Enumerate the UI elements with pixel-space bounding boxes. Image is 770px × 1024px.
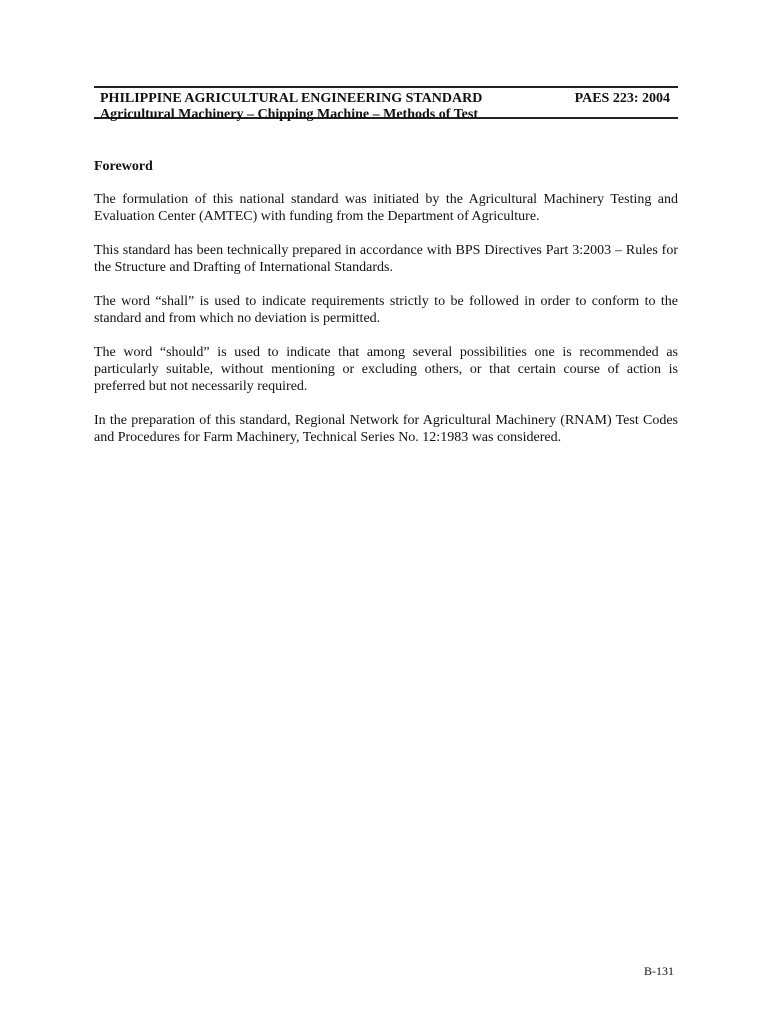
paragraph-initiation: The formulation of this national standard was initiated by the Agricultural Machinery Testing and Evaluation Center (AMTEC) with funding from the Department of Agriculture.	[94, 192, 678, 224]
standard-code: PAES 223: 2004	[574, 91, 670, 106]
header-bottom-row	[94, 107, 678, 123]
standard-subtitle: Agricultural Machinery – Chipping Machine – Methods of Test	[100, 107, 479, 122]
paragraph-should: The word “should” is used to indicate that among several possibilities one is recommended as particularly suitable, without mentioning or excluding others, or that certain course of action is preferred but not necessarily required.	[94, 345, 678, 394]
document-header	[94, 86, 678, 122]
document-body	[94, 191, 678, 463]
header-top-row	[94, 91, 678, 107]
paragraph-references: In the preparation of this standard, Regional Network for Agricultural Machinery (RNAM) Test Codes and Procedures for Farm Machinery, Technical Series No. 12:1983 was considered.	[94, 413, 678, 445]
standard-title: PHILIPPINE AGRICULTURAL ENGINEERING STANDARD	[100, 91, 483, 106]
paragraph-preparation: This standard has been technically prepared in accordance with BPS Directives Part 3:2003 – Rules for the Structure and Drafting of International Standards.	[94, 243, 678, 275]
page-number: B-131	[644, 964, 674, 978]
paragraph-shall: The word “shall” is used to indicate requirements strictly to be followed in order to conform to the standard and from which no deviation is permitted.	[94, 294, 678, 326]
section-title: Foreword	[94, 159, 153, 174]
